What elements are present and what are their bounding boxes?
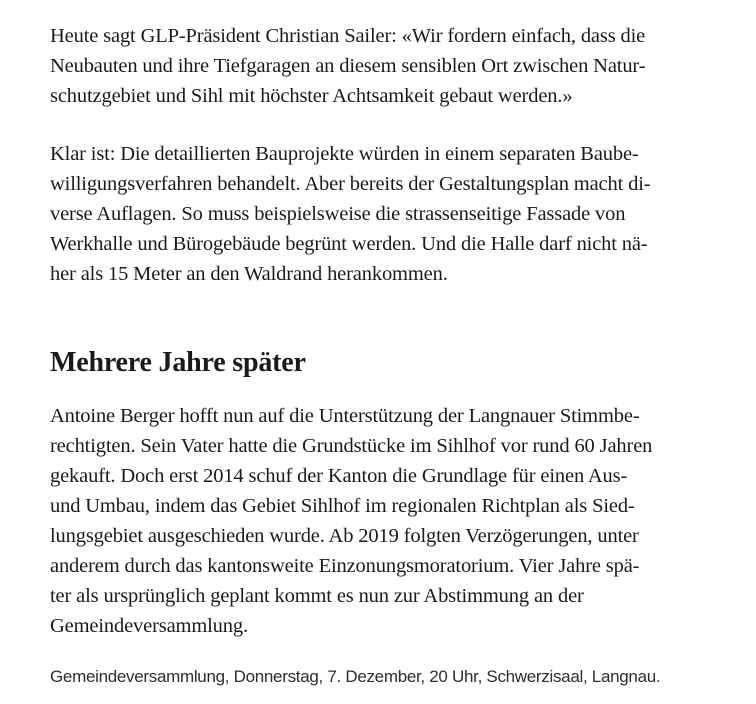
section-heading: Mehrere Jahre später [50,347,306,378]
text-line: ter als ursprünglich geplant kommt es nun zur Abstimmung an der [50,585,584,607]
text-line: willigungsverfahren behandelt. Aber bereits der Gestaltungsplan macht di- [50,173,651,195]
paragraph-bauprojekte [50,139,650,289]
text-line: Gemeindeversammlung. [50,615,248,637]
text-line: Antoine Berger hofft nun auf die Unterstützung der Langnauer Stimmbe- [50,405,640,427]
text-line: gekauft. Doch erst 2014 schuf der Kanton die Grundlage für einen Aus- [50,465,628,487]
text-line: her als 15 Meter an den Waldrand herankommen. [50,263,448,285]
text-line: Heute sagt GLP-Präsident Christian Sailer: «Wir fordern einfach, dass die [50,25,646,47]
text-line: Werkhalle und Bürogebäude begrünt werden. Und die Halle darf nicht nä- [50,233,648,255]
text-line: schutzgebiet und Sihl mit höchster Achtsamkeit gebaut werden.» [50,85,573,107]
text-line: verse Auflagen. So muss beispielsweise die strassenseitige Fassade von [50,203,626,225]
text-line: lungsgebiet ausgeschieden wurde. Ab 2019 folgten Verzögerungen, unter [50,525,639,547]
paragraph-quote-sailer [50,21,645,111]
text-line: anderem durch das kantonsweite Einzonungsmoratorium. Vier Jahre spä- [50,555,640,577]
paragraph-abstimmung [50,401,652,641]
text-line: rechtigten. Sein Vater hatte die Grundstücke im Sihlhof vor rund 60 Jahren [50,435,653,457]
text-line: und Umbau, indem das Gebiet Sihlhof im regionalen Richtplan als Sied- [50,495,635,517]
text-line: Klar ist: Die detaillierten Bauprojekte würden in einem separaten Baube- [50,143,639,165]
text-line: Neubauten und ihre Tiefgaragen an diesem sensiblen Ort zwischen Natur- [50,55,646,77]
event-info-note: Gemeindeversammlung, Donnerstag, 7. Dezember, 20 Uhr, Schwerzisaal, Langnau. [50,667,661,686]
